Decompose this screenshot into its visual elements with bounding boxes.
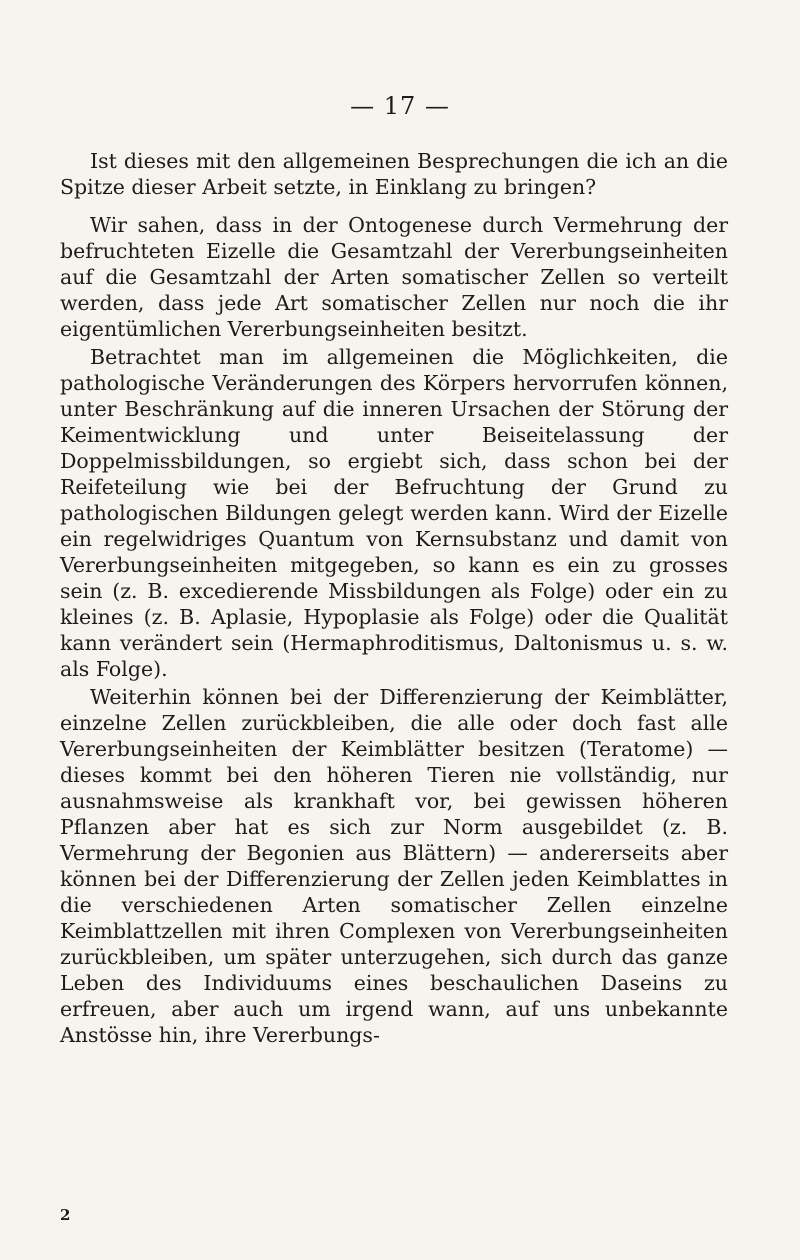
paragraph-3: Betrachtet man im allgemeinen die Möglichkeiten, die pathologische Veränderungen des Körpers hervorrufen können, unter Beschränkung auf die inneren Ursachen der Störung der Keimentwicklung und unter Beiseitelassung der Doppelmissbildungen, so ergiebt sich, dass schon bei der Reifeteilung wie bei der Befruchtung der Grund zu pathologischen Bildungen gelegt werden kann. Wird der Eizelle ein regelwidriges Quantum von Kernsubstanz und damit von Vererbungseinheiten mitgegeben, so kann es ein zu grosses sein (z. B. excedierende Missbildungen als Folge) oder ein zu kleines (z. B. Aplasie, Hypoplasie als Folge) oder die Qualität kann verändert sein (Hermaphroditismus, Daltonismus u. s. w. als Folge). <box>60 345 728 681</box>
signature-mark: 2 <box>60 1206 71 1224</box>
body-text <box>60 148 728 1048</box>
paragraph-4: Weiterhin können bei der Differenzierung der Keimblätter, einzelne Zellen zurückbleiben, die alle oder doch fast alle Vererbungseinheiten der Keimblätter besitzen (Teratome) — dieses kommt bei den höheren Tieren nie vollständig, nur ausnahmsweise als krankhaft vor, bei gewissen höheren Pflanzen aber hat es sich zur Norm ausgebildet (z. B. Vermehrung der Begonien aus Blättern) — andererseits aber können bei der Differenzierung der Zellen jeden Keimblattes in die verschiedenen Arten somatischer Zellen einzelne Keimblattzellen mit ihren Complexen von Vererbungseinheiten zurückbleiben, um später unterzugehen, sich durch das ganze Leben des Individuums eines beschaulichen Daseins zu erfreuen, aber auch um irgend wann, auf uns unbekannte Anstösse hin, ihre Vererbungs- <box>60 685 728 1047</box>
page-number: — 17 — <box>350 92 450 120</box>
paragraph-2: Wir sahen, dass in der Ontogenese durch Vermehrung der befruchteten Eizelle die Gesamtzahl der Vererbungseinheiten auf die Gesamtzahl der Arten somatischer Zellen so verteilt werden, dass jede Art somatischer Zellen nur noch die ihr eigentümlichen Vererbungseinheiten besitzt. <box>60 213 728 341</box>
paragraph-1: Ist dieses mit den allgemeinen Besprechungen die ich an die Spitze dieser Arbeit setzte, in Einklang zu bringen? <box>60 149 728 199</box>
